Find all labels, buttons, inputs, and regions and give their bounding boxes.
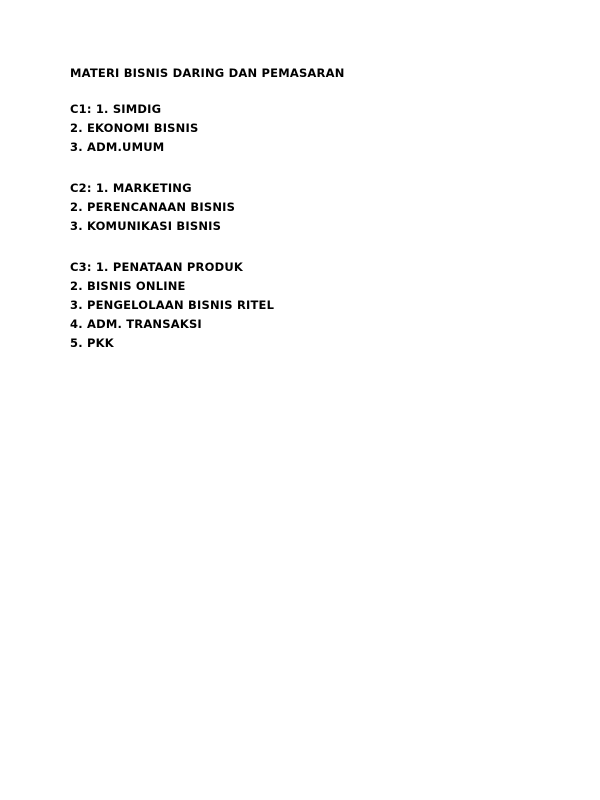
page-title: MATERI BISNIS DARING DAN PEMASARAN (70, 66, 345, 80)
list-item: 2. EKONOMI BISNIS (70, 121, 199, 135)
list-item: 3. KOMUNIKASI BISNIS (70, 219, 222, 233)
list-item: 3. ADM.UMUM (70, 140, 165, 154)
list-item: 5. PKK (70, 336, 114, 350)
document-body (70, 64, 560, 353)
list-item: C2: 1. MARKETING (70, 181, 192, 195)
group-c3 (70, 258, 560, 353)
list-item: 4. ADM. TRANSAKSI (70, 317, 202, 331)
list-item: 3. PENGELOLAAN BISNIS RITEL (70, 298, 275, 312)
group-c1 (70, 100, 560, 157)
list-item: 2. BISNIS ONLINE (70, 279, 186, 293)
list-item: 2. PERENCANAAN BISNIS (70, 200, 236, 214)
group-c2 (70, 179, 560, 236)
list-item: C3: 1. PENATAAN PRODUK (70, 260, 243, 274)
list-item: C1: 1. SIMDIG (70, 102, 162, 116)
